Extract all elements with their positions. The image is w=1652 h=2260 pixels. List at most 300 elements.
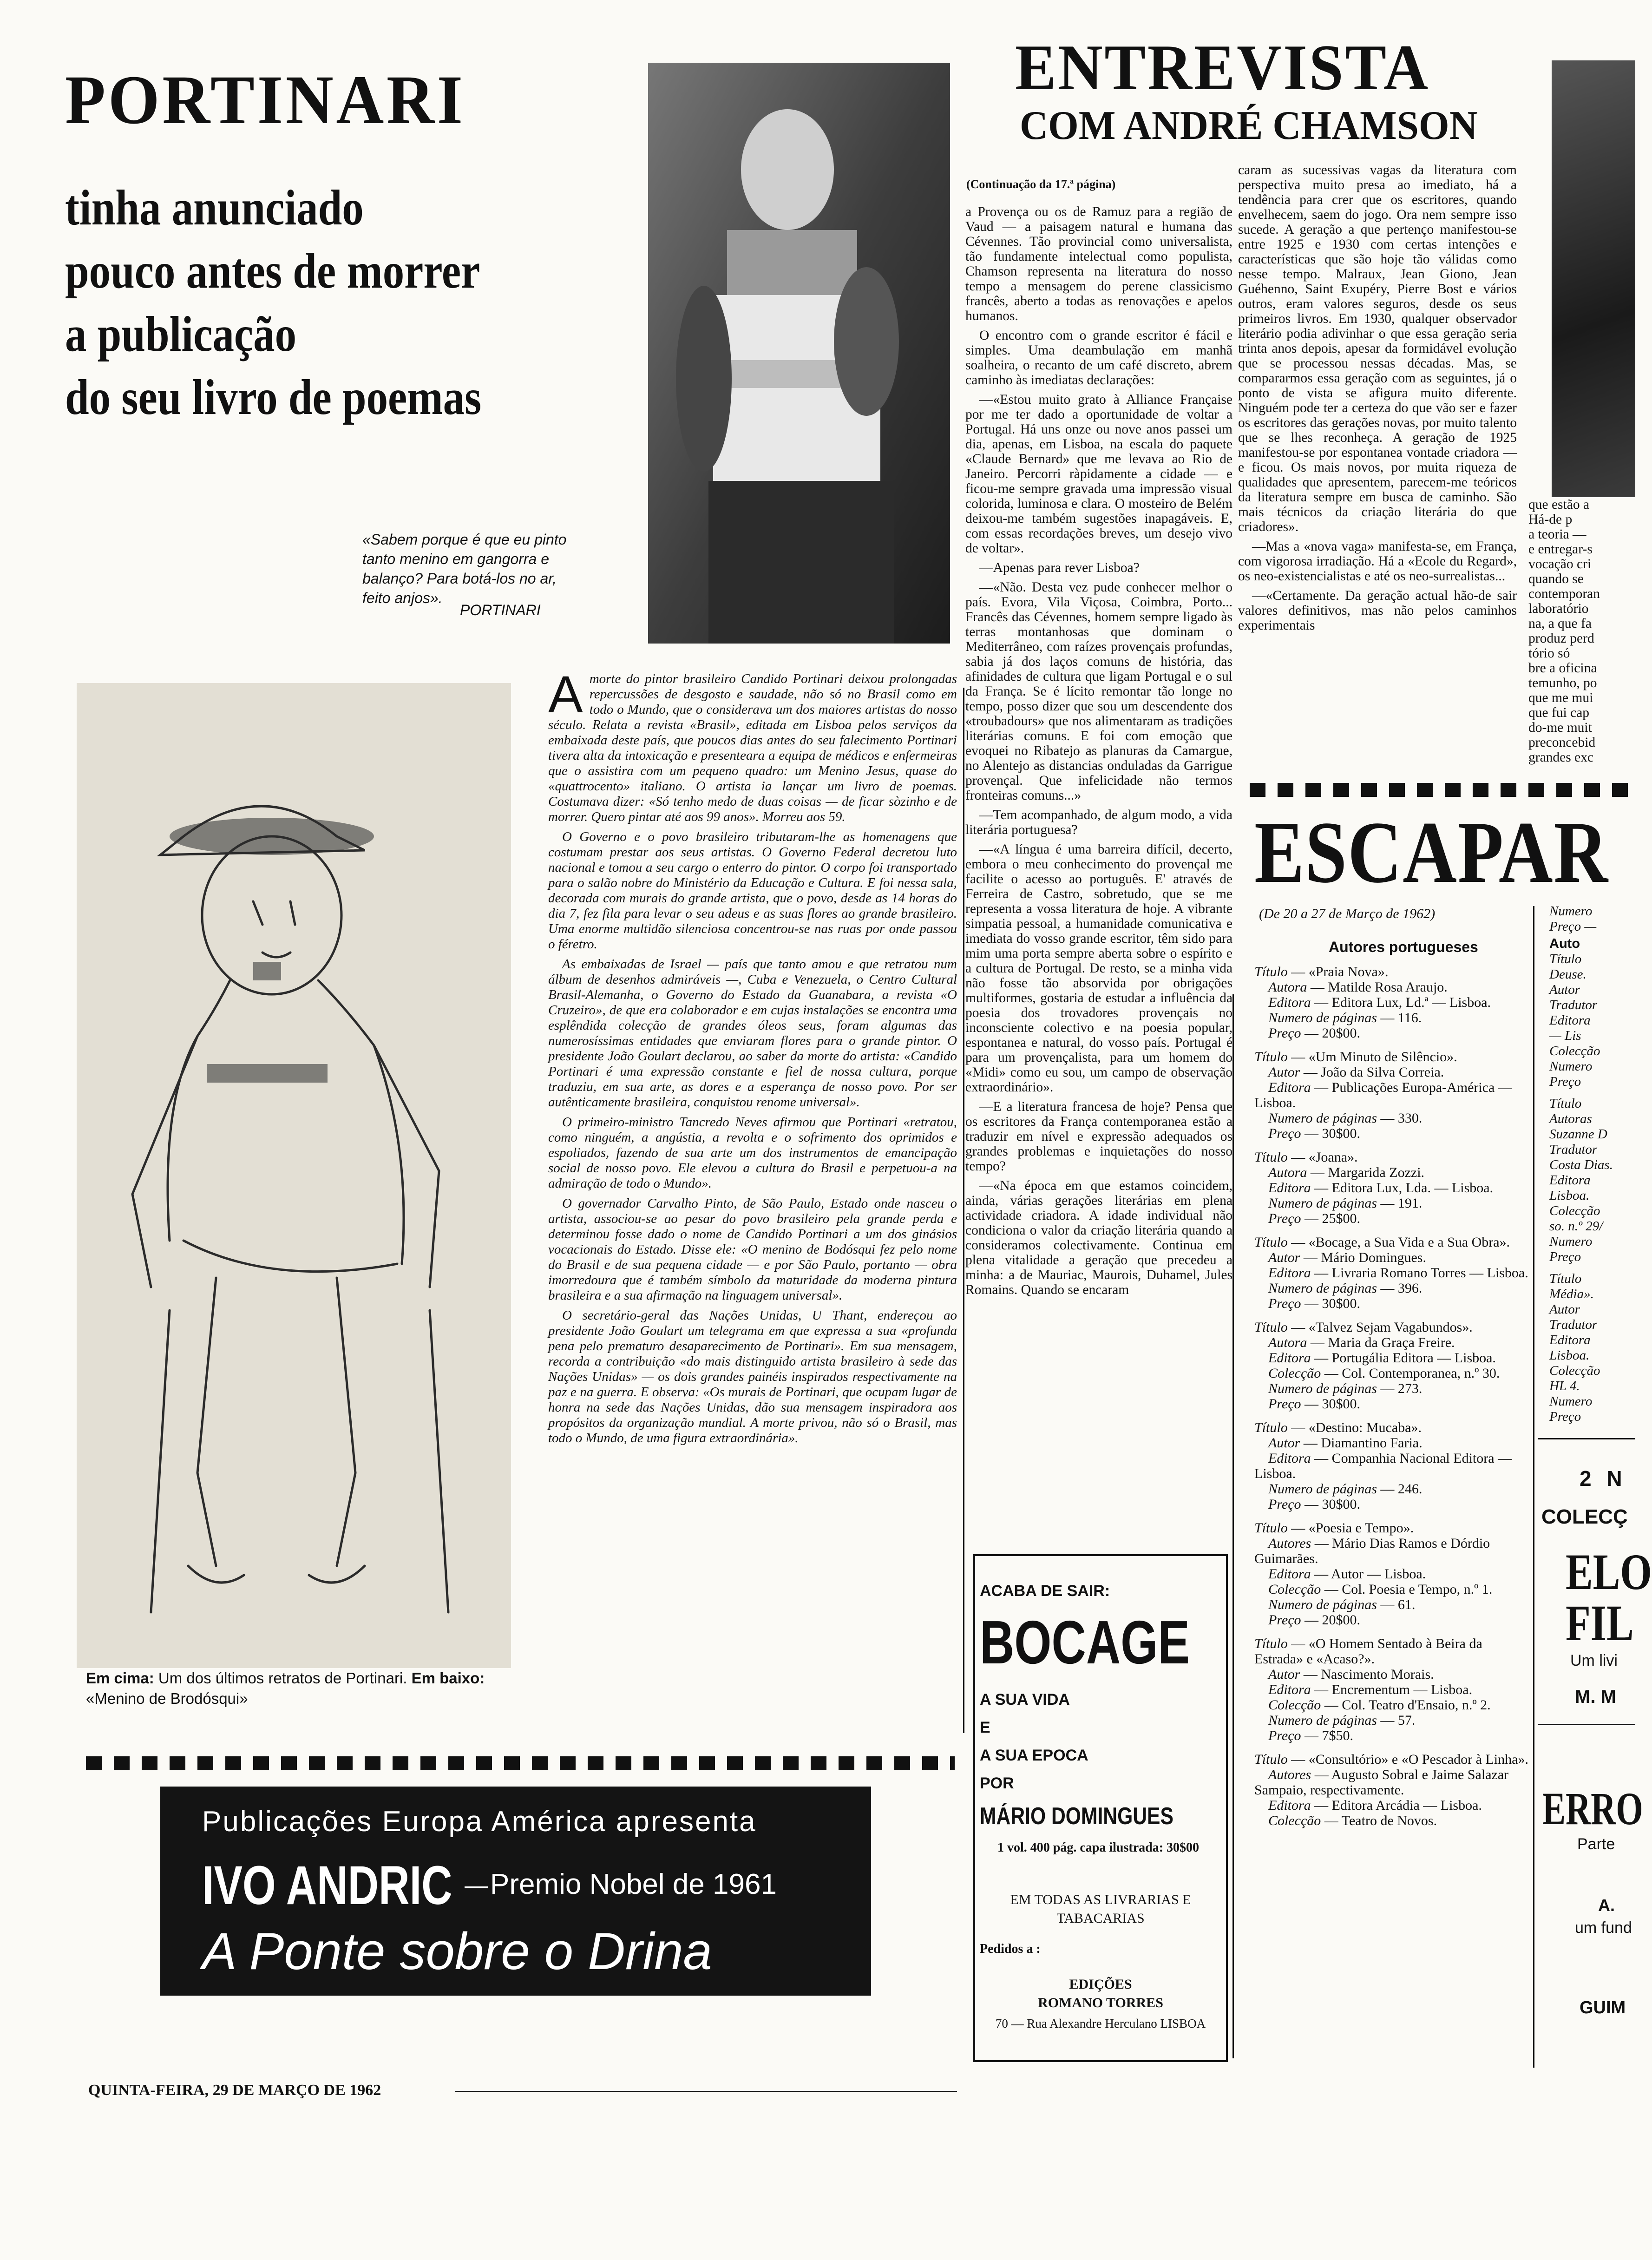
book-entry	[1254, 1420, 1528, 1512]
field-value: 30$00.	[1322, 1126, 1361, 1141]
fragment-line: Tradutor	[1549, 998, 1598, 1012]
fragment-line: que fui cap	[1528, 705, 1590, 720]
fragment-line: quando se	[1528, 572, 1584, 586]
escaparate-dates: (De 20 a 27 de Março de 1962)	[1259, 906, 1436, 921]
escaparate-title: ESCAPAR	[1254, 804, 1609, 901]
book-entry-field	[1254, 1250, 1528, 1265]
fragment-line: Há-de p	[1528, 512, 1573, 527]
menino-de-brodosqui-sketch	[77, 683, 511, 1668]
field-label: Título	[1254, 1752, 1288, 1767]
field-value: Margarida Zozzi.	[1328, 1165, 1425, 1180]
book-entry-field	[1254, 1064, 1528, 1080]
field-label: Título	[1254, 1150, 1288, 1165]
fragment-line: Título	[1549, 1096, 1582, 1111]
book-entry-field	[1254, 1265, 1528, 1281]
field-value: Teatro de Novos.	[1341, 1813, 1437, 1828]
bocage-kicker: ACABA DE SAIR:	[980, 1582, 1110, 1600]
fragment-line: Numero	[1549, 1059, 1593, 1074]
field-value: «Consultório» e «O Pescador à Linha».	[1308, 1752, 1528, 1767]
entrevista-column-2	[1238, 163, 1517, 637]
fragment-line: Numero	[1549, 1234, 1593, 1249]
caption-bottom-label: Em baixo:	[411, 1669, 485, 1687]
fragment-line: Editora	[1549, 1173, 1591, 1188]
field-label: Colecção	[1268, 1697, 1321, 1713]
field-value: 25$00.	[1322, 1211, 1361, 1226]
field-value: 273.	[1397, 1381, 1423, 1396]
interview-paragraph: —Mas a «nova vaga» manifesta-se, em França, com vigorosa irradiação. Há a «Ecole du Regard», os neo-existencialistas e até os neo-surrealistas...	[1238, 539, 1517, 584]
field-value: Publicações Europa-América — Lisboa.	[1254, 1080, 1512, 1110]
field-label: Título	[1254, 1235, 1288, 1250]
field-value: «Poesia e Tempo».	[1308, 1520, 1414, 1536]
fragment-line: temunho, po	[1528, 676, 1597, 690]
bocage-publisher-2: ROMANO TORRES	[1038, 1995, 1163, 2010]
book-entry-field	[1254, 1798, 1528, 1813]
fragment-line: Editora	[1549, 1013, 1591, 1028]
subtitle-line: do seu livro de poemas	[65, 370, 482, 425]
book-entry-field	[1254, 1767, 1528, 1798]
escaparate-right-fragment	[1549, 904, 1635, 1425]
field-separator: —	[1311, 1682, 1332, 1697]
field-separator: —	[1287, 1636, 1309, 1651]
field-label: Editora	[1268, 1798, 1311, 1813]
field-label: Título	[1254, 1520, 1288, 1536]
footer-date: QUINTA-FEIRA, 29 DE MARÇO DE 1962	[88, 2082, 381, 2099]
book-entry	[1254, 1235, 1528, 1311]
column-rule	[1232, 994, 1234, 2058]
book-entry-field	[1254, 1713, 1528, 1728]
field-label: Título	[1254, 1420, 1288, 1435]
field-label: Numero de páginas	[1268, 1481, 1377, 1497]
field-value: 57.	[1397, 1713, 1416, 1728]
field-value: Mário Domingues.	[1321, 1250, 1426, 1265]
article-paragraph: morte do pintor brasileiro Candido Portinari deixou prolongadas repercussões de desgosto e saudade, não só no Brasil como em todo o Mundo, que o considerava um dos maiores artistas do nosso século. Relata a revista «Brasil», editada em Lisboa pelos serviços da embaixada deste país, que poucos dias antes do seu falecimento Portinari tivera alta da intoxicação e presenteara a equipa de médicos e enfermeiras que o assistira com um pequeno quadro: um Menino Jesus, quase do «quattrocento» italiano. O artista ia lançar um livro de poemas. Costumava dizer: «Só tenho medo de duas coisas — de ficar sòzinho e de morrer. Quero pintar até aos 99 anos». Morreu aos 59.	[548, 671, 957, 824]
fragment-line: Preço	[1549, 1409, 1581, 1424]
field-label: Preço	[1268, 1126, 1301, 1141]
book-entry-field	[1254, 1049, 1528, 1064]
dash-divider-right	[1250, 783, 1635, 797]
field-label: Editora	[1268, 1180, 1311, 1196]
andric-ad-prize: Premio Nobel de 1961	[490, 1868, 777, 1900]
article-paragraph: As embaixadas de Israel — país que tanto amou e que retratou num álbum de desenhos admiráveis —, Cuba e Venezuela, o Centro Cultural Brasil-Alemanha, o Governo do Estado da Guanabara, a revista «O Cruzeiro», de que era colaborador e em cujas instalações se encontra uma esplêndida colecção de grandes óleos seus, foram algumas das numerosíssimas entidades que enviaram flores para o grande pintor. O presidente João Goulart declarou, ao saber da morte do artista: «Candido Portinari é uma expressão constante e fiel de nossa cultura, porque traduziu, em sua arte, as dores e a esperança de nosso povo. Por ser autênticamente brasileira, conquistou renome universal».	[548, 957, 957, 1110]
bocage-publisher-1: EDIÇÕES	[1069, 1977, 1132, 1992]
bocage-orders: Pedidos a :	[980, 1942, 1041, 1956]
field-separator: —	[1307, 1335, 1328, 1350]
field-label: Autora	[1268, 1165, 1307, 1180]
book-entry-field	[1254, 1396, 1528, 1412]
field-value: 30$00.	[1322, 1296, 1361, 1311]
book-entry-field	[1254, 1612, 1528, 1628]
fragment-line: tório só	[1528, 646, 1570, 661]
bocage-line: POR	[980, 1774, 1014, 1792]
field-label: Título	[1254, 1320, 1288, 1335]
field-separator: —	[1287, 1235, 1309, 1250]
fragment-line: Costa Dias.	[1549, 1157, 1613, 1172]
ads-top-rule	[1538, 1438, 1635, 1439]
book-entry-field	[1254, 1080, 1528, 1110]
bocage-author: MÁRIO DOMINGUES	[980, 1803, 1173, 1830]
field-separator: —	[1311, 1566, 1331, 1582]
fragment-line: Preço	[1549, 1249, 1581, 1264]
book-entry-field	[1254, 1110, 1528, 1126]
field-separator: —	[1321, 1366, 1342, 1381]
field-label: Título	[1254, 964, 1288, 979]
book-entry-field	[1254, 995, 1528, 1010]
field-label: Preço	[1268, 1396, 1301, 1412]
field-separator: —	[1287, 964, 1309, 979]
field-label: Colecção	[1268, 1366, 1321, 1381]
book-entry-field	[1254, 1497, 1528, 1512]
field-value: 30$00.	[1322, 1396, 1361, 1412]
book-entry	[1254, 1150, 1528, 1226]
field-separator: —	[1301, 1612, 1322, 1628]
field-separator: —	[1300, 1435, 1321, 1451]
field-label: Numero de páginas	[1268, 1110, 1377, 1126]
ad-fragment-guim: GUIM	[1580, 1998, 1626, 2017]
field-separator: —	[1377, 1196, 1398, 1211]
fragment-line: Tradutor	[1549, 1317, 1598, 1332]
ad-fragment-colecc: COLECÇ	[1541, 1505, 1628, 1528]
portinari-quote-author: PORTINARI	[460, 602, 541, 618]
bocage-line: A SUA EPOCA	[980, 1747, 1088, 1764]
entrevista-title: ENTREVISTA	[1015, 32, 1430, 104]
field-label: Editora	[1268, 1451, 1311, 1466]
field-value: Maria da Graça Freire.	[1328, 1335, 1455, 1350]
book-entry	[1254, 1520, 1528, 1628]
field-value: Companhia Nacional Editora — Lisboa.	[1254, 1451, 1512, 1481]
field-separator: —	[1377, 1481, 1398, 1497]
fragment-line: Colecção	[1549, 1044, 1600, 1058]
fragment-line: Suzanne D	[1549, 1127, 1607, 1142]
portinari-portrait-photo	[648, 63, 950, 644]
field-separator: —	[1311, 1767, 1331, 1782]
field-label: Preço	[1268, 1296, 1301, 1311]
interview-paragraph: —«Não. Desta vez pude conhecer melhor o país. Evora, Vila Viçosa, Coimbra, Porto... Francês das Cévennes, homem sempre ligado às terras montanhosas que dominam o Mediterrâneo, com raízes provençais profundas, sabia já dos laços comuns de história, das afinidades de cultura que ligam Portugal e o sul da França. Se é lícito remontar tão longe no tempo, posso dizer que sou um descendente dos «troubadours» que nos alimentaram as tradições literárias comuns. E foi com emoção que evoquei no Ribatejo as planuras da Camargue, no Alentejo as distancias onduladas da Garrigue provençal. Que infelicidade não termos fronteiras comuns...»	[965, 580, 1232, 803]
field-label: Numero de páginas	[1268, 1381, 1377, 1396]
field-separator: —	[1377, 1381, 1398, 1396]
field-label: Numero de páginas	[1268, 1010, 1377, 1025]
book-entry-field	[1254, 1235, 1528, 1250]
fragment-line: Título	[1549, 952, 1582, 966]
field-value: Diamantino Faria.	[1321, 1435, 1423, 1451]
entrevista-column-1	[965, 204, 1232, 1302]
field-separator: —	[1287, 1150, 1309, 1165]
fragment-line: Editora	[1549, 1333, 1591, 1347]
fragment-line: Colecção	[1549, 1363, 1600, 1378]
field-separator: —	[1311, 1265, 1332, 1281]
field-value: «Bocage, a Sua Vida e a Sua Obra».	[1308, 1235, 1510, 1250]
field-value: «Praia Nova».	[1308, 964, 1389, 979]
fragment-line: na, a que fa	[1528, 616, 1592, 631]
ad-fragment-author: M. M	[1575, 1687, 1616, 1707]
fragment-line: Autor	[1549, 1302, 1580, 1317]
field-label: Autor	[1268, 1667, 1300, 1682]
subtitle-line: tinha anunciado	[65, 180, 364, 236]
book-entry	[1254, 1752, 1528, 1828]
book-entry-field	[1254, 1196, 1528, 1211]
book-entry-field	[1254, 1381, 1528, 1396]
field-separator: —	[1287, 1420, 1309, 1435]
interview-paragraph: —«Estou muito grato à Alliance Française por me ter dado a oportunidade de voltar a Portugal. Há uns onze ou nove anos passei um dia, apenas, em Lisboa, na escala do paquete «Claude Bernard» que me levava ao Rio de Janeiro. Percorri ràpidamente a cidade — e ficou-me sempre gravada uma impressão visual colorida, luminosa e clara. O mosteiro de Belém deixou-me também sugestões inapagáveis. E, com essas recordações breves, um desejo vivo de voltar».	[965, 392, 1232, 556]
field-value: Encrementum — Lisboa.	[1331, 1682, 1473, 1697]
field-label: Autor	[1268, 1064, 1300, 1080]
field-label: Título	[1254, 1636, 1288, 1651]
book-entry-field	[1254, 1451, 1528, 1481]
andric-ad-rule	[465, 1886, 488, 1888]
fragment-line: Média».	[1549, 1287, 1594, 1301]
fragment-line: grandes exc	[1528, 750, 1594, 765]
book-entry-field	[1254, 1180, 1528, 1196]
field-value: Editora Lux, Lda. — Lisboa.	[1331, 1180, 1494, 1196]
fragment-line: que estão a	[1528, 497, 1590, 512]
field-value: Editora Arcádia — Lisboa.	[1331, 1798, 1482, 1813]
fragment-line: que me mui	[1528, 690, 1593, 705]
field-value: Col. Contemporanea, n.º 30.	[1342, 1366, 1500, 1381]
field-label: Numero de páginas	[1268, 1196, 1377, 1211]
drop-cap: A	[548, 665, 583, 723]
field-value: 20$00.	[1322, 1612, 1361, 1628]
field-label: Preço	[1268, 1025, 1301, 1041]
field-value: Editora Lux, Ld.ª — Lisboa.	[1331, 995, 1491, 1010]
fragment-line: vocação cri	[1528, 557, 1592, 572]
interview-paragraph: O encontro com o grande escritor é fácil e simples. Uma deambulação em manhã soalheira, o recanto de um café discreto, abrem caminho às imediatas declarações:	[965, 328, 1232, 388]
field-separator: —	[1377, 1110, 1398, 1126]
field-separator: —	[1301, 1126, 1322, 1141]
field-label: Autores	[1268, 1536, 1311, 1551]
field-value: «O Homem Sentado à Beira da Estrada» e «Acaso?».	[1254, 1636, 1482, 1667]
field-separator: —	[1301, 1025, 1322, 1041]
field-label: Numero de páginas	[1268, 1281, 1377, 1296]
right-edge-photo	[1552, 60, 1635, 497]
field-separator: —	[1311, 1180, 1332, 1196]
fragment-line: preconcebid	[1528, 735, 1596, 750]
ads-mid-rule	[1538, 1724, 1635, 1725]
andric-ad-book: A Ponte sobre o Drina	[202, 1922, 712, 1980]
fragment-line: Deuse.	[1549, 967, 1586, 982]
book-entry-field	[1254, 1597, 1528, 1612]
book-entry-field	[1254, 1813, 1528, 1828]
fragment-line: HL 4.	[1549, 1379, 1580, 1393]
field-label: Editora	[1268, 1080, 1311, 1095]
field-label: Numero de páginas	[1268, 1597, 1377, 1612]
book-entry-field	[1254, 1366, 1528, 1381]
field-separator: —	[1301, 1728, 1322, 1743]
article-paragraph: O governador Carvalho Pinto, de São Paulo, Estado onde nasceu o artista, associou-se ao pesar do povo brasileiro pela grande perda e determinou fosse dado o nome de Candido Portinari a um dos ginásios vocacionais do Estado. Disse ele: «O menino de Bodósqui fez pelo nome do Brasil e de sua pequena cidade — e por São Paulo, portanto — obra imorredoura que é também símbolo da maturidade da moderna pintura brasileira e a sua afirmação na linguagem universal».	[548, 1196, 957, 1303]
interview-paragraph: —Apenas para rever Lisboa?	[979, 560, 1140, 575]
field-separator: —	[1311, 1080, 1332, 1095]
fragment-line: Colecção	[1549, 1203, 1600, 1218]
column-rule	[963, 688, 964, 1733]
field-label: Autores	[1268, 1767, 1311, 1782]
interview-paragraph: caram as sucessivas vagas da literatura com perspectiva muito presa ao imediato, há a tendência para crer que os escritores, quando envelhecem, saem do jogo. Ora nem sempre isso sucede. A geração a que pertenço manifestou-se entre 1925 e 1930 com certas intenções e características que são hoje tão válidas como nesse tempo. Malraux, Jean Giono, Jean Guéhenno, Saint Exupéry, Pierre Bost e vários outros, eram valores seguros, desde os seus primeiros livros. Em 1930, qualquer observador literário podia adivinhar o que essa geração seria trinta anos depois, apesar da formidável evolução que se processou nessas décadas. Mas, se compararmos essa geração com as seguintes, já o ponto de vista se afigura muito diferente. Ninguém pode ter a certeza do que vão ser e fazer os escritores das gerações novas, por muito talento que se lhes reconheça. A geração de 1925 manifestou-se por espontanea vontade criadora — e ficou. Os mais novos, por muita riqueza de qualidades que apresentem, parecem-me teóricos da literatura sempre em busca de caminho. São mais técnicos da criação literária do que criadores».	[1238, 163, 1517, 534]
book-entry-field	[1254, 1150, 1528, 1165]
field-label: Autora	[1268, 979, 1307, 995]
interview-paragraph: a Provença ou os de Ramuz para a região de Vaud — a paisagem natural e humana das Cévennes. Tão provincial como universalista, tão fundamente intelectual como populista, Chamson representa na literatura do nosso tempo a mensagem do perene classicismo francês, aberto a todas as renovações e apelos humanos.	[965, 204, 1232, 323]
field-value: 61.	[1397, 1597, 1416, 1612]
dash-divider-left	[86, 1756, 955, 1770]
book-entry-field	[1254, 1728, 1528, 1743]
field-label: Editora	[1268, 995, 1311, 1010]
fragment-line: a teoria —	[1528, 527, 1586, 542]
ivo-andric-ad	[160, 1787, 871, 1996]
field-label: Preço	[1268, 1497, 1301, 1512]
photo-caption	[86, 1668, 509, 1709]
field-value: 116.	[1397, 1010, 1422, 1025]
subtitle-line: a publicação	[65, 307, 297, 362]
field-value: Col. Teatro d'Ensaio, n.º 2.	[1342, 1697, 1491, 1713]
field-separator: —	[1301, 1497, 1322, 1512]
field-value: Livraria Romano Torres — Lisboa.	[1331, 1265, 1528, 1281]
caption-top-label: Em cima:	[86, 1669, 154, 1687]
sketch-illustration	[77, 683, 511, 1668]
entrevista-right-fragment	[1528, 497, 1635, 765]
field-label: Editora	[1268, 1350, 1311, 1366]
field-label: Autora	[1268, 1335, 1307, 1350]
entrevista-continuation: (Continuação da 17.ª página)	[966, 177, 1116, 191]
andric-ad-line1: Publicações Europa América apresenta	[202, 1806, 757, 1838]
entrevista-subtitle: COM ANDRÉ CHAMSON	[1020, 103, 1478, 148]
ad-fragment-2n: 2 N	[1580, 1466, 1627, 1491]
field-separator: —	[1287, 1049, 1309, 1064]
field-separator: —	[1377, 1281, 1398, 1296]
fragment-line: Numero	[1549, 1394, 1593, 1409]
fragment-line: — Lis	[1549, 1028, 1581, 1043]
field-separator: —	[1377, 1010, 1398, 1025]
field-value: 20$00.	[1322, 1025, 1361, 1041]
portrait-illustration	[648, 63, 950, 644]
field-value: Mário Dias Ramos e Dórdio Guimarães.	[1254, 1536, 1490, 1566]
article-paragraph: O secretário-geral das Nações Unidas, U Thant, endereçou ao presidente João Goulart um telegrama em que expressa a sua «profunda pena pelo prematuro desaparecimento de Portinari». Em sua mensagem, recorda a contribuição «do mais distinguido artista brasileiro à sede das Nações Unidas» — os dois grandes painéis inspirados respectivamente na paz e na guerra. E observa: «Os murais de Portinari, que ocupam lugar de honra na sede das Nações Unidas, dão sua mensagem inspiradora aos propósitos da organização mundial. A morte privou, não só o Brasil, mas todo o Mundo, de uma figura extraordinária».	[548, 1308, 957, 1445]
field-separator: —	[1321, 1582, 1342, 1597]
ad-fragment-um-livro: Um livi	[1570, 1652, 1618, 1669]
fragment-line: Autoras	[1549, 1111, 1592, 1126]
field-separator: —	[1307, 979, 1328, 995]
field-separator: —	[1311, 995, 1332, 1010]
field-separator: —	[1377, 1713, 1398, 1728]
fragment-line: Lisboa.	[1549, 1348, 1590, 1363]
interview-paragraph: —E a literatura francesa de hoje? Pensa que os escritores da França contemporanea estão a traduzir em nível e expressão adequados os grandes problemas e inquietações do nosso tempo?	[965, 1099, 1232, 1174]
field-label: Colecção	[1268, 1582, 1321, 1597]
footer-rule	[455, 2091, 957, 2092]
book-listings	[1254, 964, 1528, 1837]
fragment-line: Autor	[1549, 982, 1580, 997]
field-value: João da Silva Correia.	[1321, 1064, 1444, 1080]
book-entry	[1254, 1636, 1528, 1743]
book-entry-field	[1254, 1667, 1528, 1682]
field-label: Título	[1254, 1049, 1288, 1064]
book-entry-field	[1254, 1165, 1528, 1180]
field-separator: —	[1311, 1350, 1332, 1366]
book-entry-field	[1254, 1481, 1528, 1497]
book-entry-field	[1254, 1420, 1528, 1435]
field-separator: —	[1311, 1798, 1332, 1813]
fragment-line: Preço	[1549, 1074, 1581, 1089]
bocage-line: A SUA VIDA	[980, 1691, 1070, 1708]
book-entry-field	[1254, 1752, 1528, 1767]
field-label: Editora	[1268, 1566, 1311, 1582]
fragment-line: Título	[1549, 1271, 1582, 1286]
book-entry	[1254, 1049, 1528, 1141]
field-value: Matilde Rosa Araujo.	[1328, 979, 1448, 995]
bocage-title: BOCAGE	[980, 1608, 1190, 1676]
field-value: Col. Poesia e Tempo, n.º 1.	[1342, 1582, 1493, 1597]
field-value: «Destino: Mucaba».	[1308, 1420, 1422, 1435]
portinari-quote: «Sabem porque é que eu pinto tanto menino em gangorra e balanço? Para botá-los no ar, feito anjos».	[362, 531, 567, 606]
field-label: Colecção	[1268, 1813, 1321, 1828]
field-separator: —	[1301, 1211, 1322, 1226]
field-label: Numero de páginas	[1268, 1713, 1377, 1728]
field-value: Nascimento Morais.	[1321, 1667, 1434, 1682]
book-entry-field	[1254, 1335, 1528, 1350]
fragment-line: so. n.º 29/	[1549, 1219, 1603, 1234]
book-entry-field	[1254, 1126, 1528, 1141]
andric-ad-name: IVO ANDRIC	[202, 1855, 452, 1916]
field-value: 396.	[1397, 1281, 1423, 1296]
fragment-line: produz perd	[1528, 631, 1594, 646]
caption-bottom-text: «Menino de Brodósqui»	[86, 1690, 248, 1707]
ad-fragment-elo: ELO	[1566, 1544, 1652, 1600]
field-label: Editora	[1268, 1682, 1311, 1697]
interview-paragraph: —«Na época em que estamos coincidem, ainda, várias gerações literárias em plena actividade criadora. A idade individual não condiciona o valor da criação literária quando a consideramos colectivamente. Continua em plena vitalidade a geração que precedeu a minha: a de Mauriac, Maurois, Duhamel, Jules Romains. Quando se encaram	[965, 1178, 1232, 1297]
book-entry-field	[1254, 1296, 1528, 1311]
field-separator: —	[1301, 1296, 1322, 1311]
field-separator: —	[1287, 1520, 1309, 1536]
field-separator: —	[1300, 1064, 1321, 1080]
bocage-specs: 1 vol. 400 pág. capa ilustrada: 30$00	[997, 1840, 1200, 1855]
book-entry-field	[1254, 1350, 1528, 1366]
escaparate-section: Autores portugueses	[1329, 939, 1478, 955]
field-value: «Um Minuto de Silêncio».	[1308, 1049, 1457, 1064]
book-entry-field	[1254, 1211, 1528, 1226]
fragment-line: laboratório	[1528, 601, 1589, 616]
field-value: 246.	[1397, 1481, 1423, 1497]
book-entry	[1254, 964, 1528, 1041]
field-value: 330.	[1397, 1110, 1423, 1126]
interview-paragraph: —«Certamente. Da geração actual hão-de sair valores definitivos, mas não pelos caminhos experimentais	[1238, 588, 1517, 633]
field-separator: —	[1301, 1396, 1322, 1412]
field-value: Augusto Sobral e Jaime Salazar Sampaio, respectivamente.	[1254, 1767, 1509, 1798]
portinari-title: PORTINARI	[65, 61, 465, 138]
book-entry-field	[1254, 1320, 1528, 1335]
fragment-line: Tradutor	[1549, 1142, 1598, 1157]
field-label: Autor	[1268, 1435, 1300, 1451]
ad-fragment-fil: FIL	[1566, 1595, 1634, 1651]
field-value: Portugália Editora — Lisboa.	[1331, 1350, 1496, 1366]
field-label: Autor	[1268, 1250, 1300, 1265]
escaparate-rule	[1533, 906, 1534, 2068]
field-separator: —	[1300, 1667, 1321, 1682]
book-entry-field	[1254, 1435, 1528, 1451]
book-entry-field	[1254, 1010, 1528, 1025]
book-entry-field	[1254, 1566, 1528, 1582]
ad-fragment-erro: ERRO	[1542, 1783, 1643, 1834]
field-separator: —	[1307, 1165, 1328, 1180]
field-value: 7$50.	[1322, 1728, 1354, 1743]
field-value: «Joana».	[1308, 1150, 1358, 1165]
article-paragraph: O Governo e o povo brasileiro tributaram-lhe as homenagens que costumam prestar aos seus artistas. O Governo Federal decretou luto nacional e tomou a seu cargo o enterro do pintor. O corpo foi transportado para o salão nobre do Ministério da Educação e Cultura. E foi nessa sala, decorada com murais do grande artista, que o povo, desde as 14 horas do dia 7, fez fila para levar o seu adeus e as suas flores ao grande brasileiro. Uma enorme multidão silenciosa concentrou-se nas ruas por onde passou o féretro.	[548, 829, 957, 952]
book-entry-field	[1254, 1682, 1528, 1697]
book-entry-field	[1254, 1582, 1528, 1597]
book-entry-field	[1254, 1025, 1528, 1041]
book-entry-field	[1254, 1536, 1528, 1566]
bocage-address: 70 — Rua Alexandre Herculano LISBOA	[995, 2017, 1206, 2030]
book-entry-field	[1254, 979, 1528, 995]
book-entry-field	[1254, 1697, 1528, 1713]
field-value: 30$00.	[1322, 1497, 1361, 1512]
fragment-line: e entregar-s	[1528, 542, 1593, 557]
field-separator: —	[1300, 1250, 1321, 1265]
book-entry-field	[1254, 1281, 1528, 1296]
fragment-line: contemporan	[1528, 586, 1600, 601]
